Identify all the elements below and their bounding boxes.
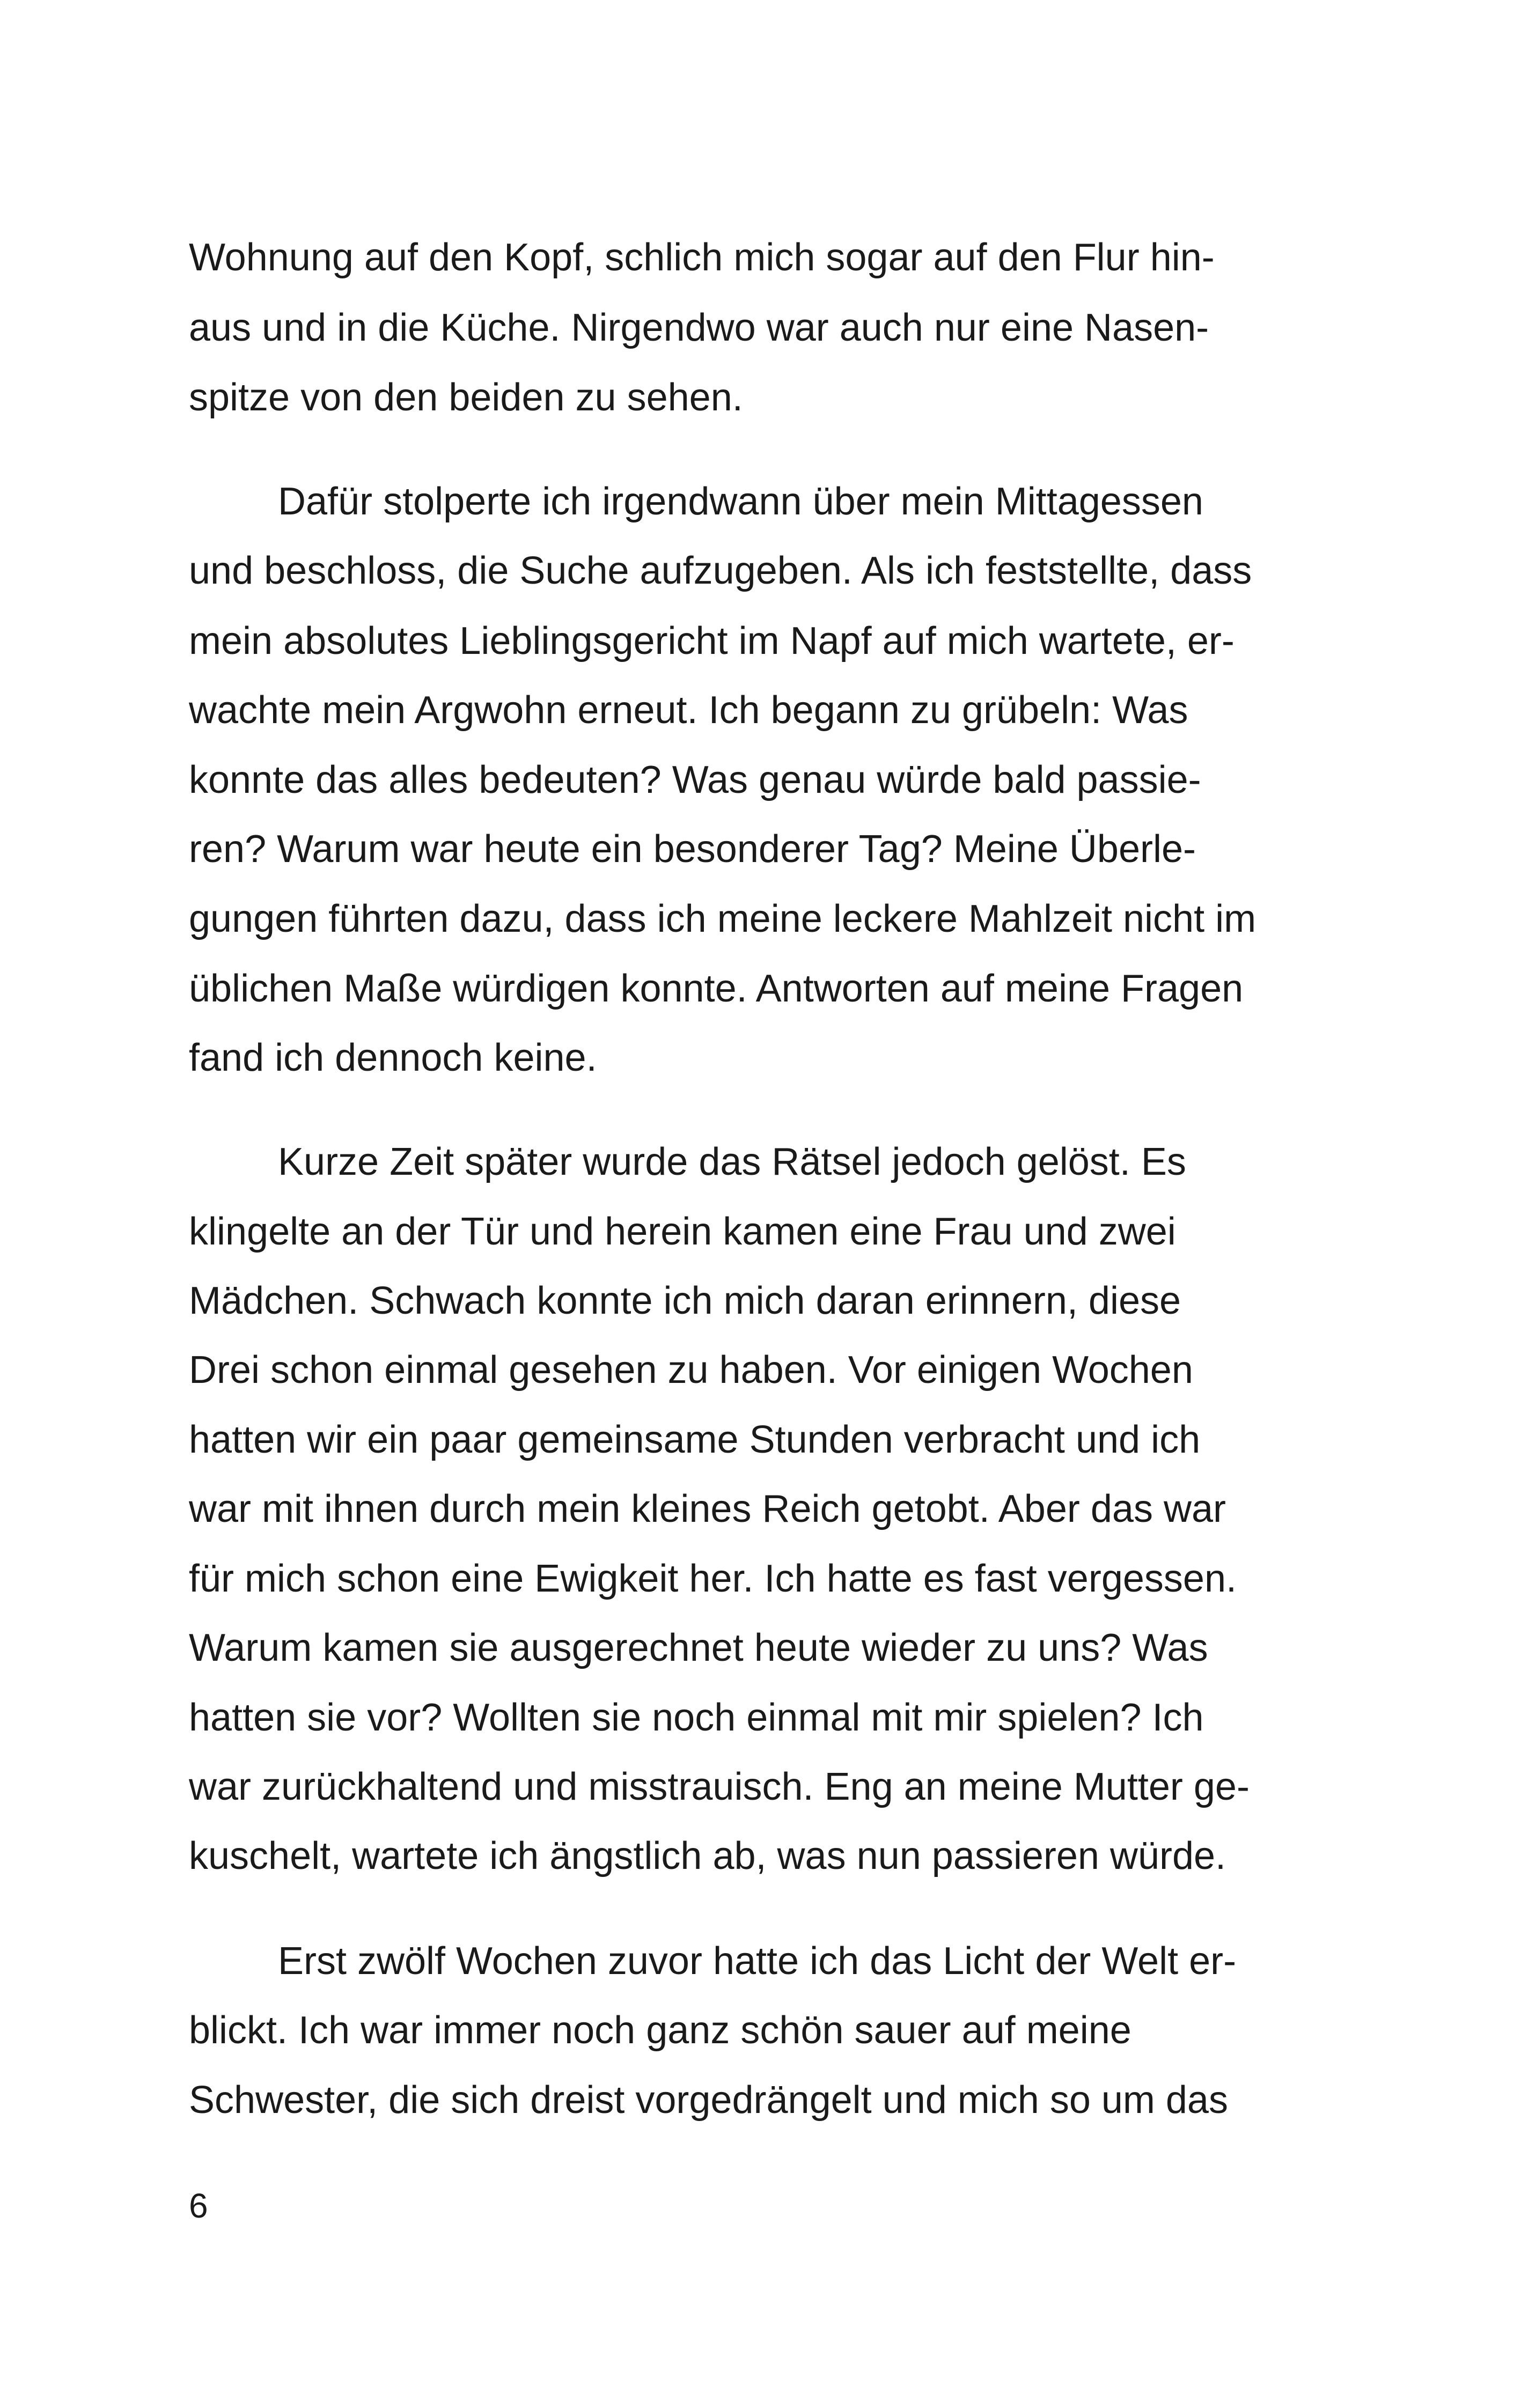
text-line: für mich schon eine Ewigkeit her. Ich hatte es fast vergessen. bbox=[189, 1557, 1237, 1600]
text-line: hatten sie vor? Wollten sie noch einmal mit mir spielen? Ich bbox=[189, 1696, 1204, 1739]
text-line: Schwester, die sich dreist vorgedrängelt und mich so um das bbox=[189, 2079, 1228, 2122]
text-line: war mit ihnen durch mein kleines Reich getobt. Aber das war bbox=[189, 1487, 1226, 1530]
text-line: gungen führten dazu, dass ich meine leckere Mahlzeit nicht im bbox=[189, 897, 1257, 940]
text-line: war zurückhaltend und misstrauisch. Eng an meine Mutter ge- bbox=[189, 1765, 1250, 1808]
text-line: Wohnung auf den Kopf, schlich mich sogar auf den Flur hin- bbox=[189, 236, 1215, 279]
text-line: wachte mein Argwohn erneut. Ich begann zu grübeln: Was bbox=[189, 689, 1188, 732]
text-line: Dafür stolperte ich irgendwann über mein Mittagessen bbox=[278, 480, 1203, 523]
text-line: Mädchen. Schwach konnte ich mich daran erinnern, diese bbox=[189, 1279, 1181, 1322]
text-line: ren? Warum war heute ein besonderer Tag? Meine Überle- bbox=[189, 828, 1196, 871]
text-line: Drei schon einmal gesehen zu haben. Vor einigen Wochen bbox=[189, 1349, 1193, 1391]
text-line: Kurze Zeit später wurde das Rätsel jedoch gelöst. Es bbox=[278, 1140, 1186, 1183]
text-line: hatten wir ein paar gemeinsame Stunden verbracht und ich bbox=[189, 1418, 1201, 1461]
text-line: konnte das alles bedeuten? Was genau würde bald passie- bbox=[189, 759, 1201, 801]
text-line: Warum kamen sie ausgerechnet heute wieder zu uns? Was bbox=[189, 1626, 1208, 1669]
text-line: üblichen Maße würdigen konnte. Antworten auf meine Fragen bbox=[189, 967, 1244, 1010]
text-line: fand ich dennoch keine. bbox=[189, 1036, 597, 1079]
text-line: kuschelt, wartete ich ängstlich ab, was nun passieren würde. bbox=[189, 1835, 1226, 1877]
text-line: und beschloss, die Suche aufzugeben. Als ich feststellte, dass bbox=[189, 549, 1252, 592]
text-line: blickt. Ich war immer noch ganz schön sauer auf meine bbox=[189, 2009, 1131, 2052]
text-line: spitze von den beiden zu sehen. bbox=[189, 376, 743, 419]
text-line: aus und in die Küche. Nirgendwo war auch nur eine Nasen- bbox=[189, 306, 1209, 349]
text-line: mein absolutes Lieblingsgericht im Napf auf mich wartete, er- bbox=[189, 620, 1235, 662]
page-number: 6 bbox=[189, 2186, 208, 2225]
text-line: Erst zwölf Wochen zuvor hatte ich das Licht der Welt er- bbox=[278, 1940, 1237, 1983]
text-line: klingelte an der Tür und herein kamen eine Frau und zwei bbox=[189, 1210, 1176, 1253]
